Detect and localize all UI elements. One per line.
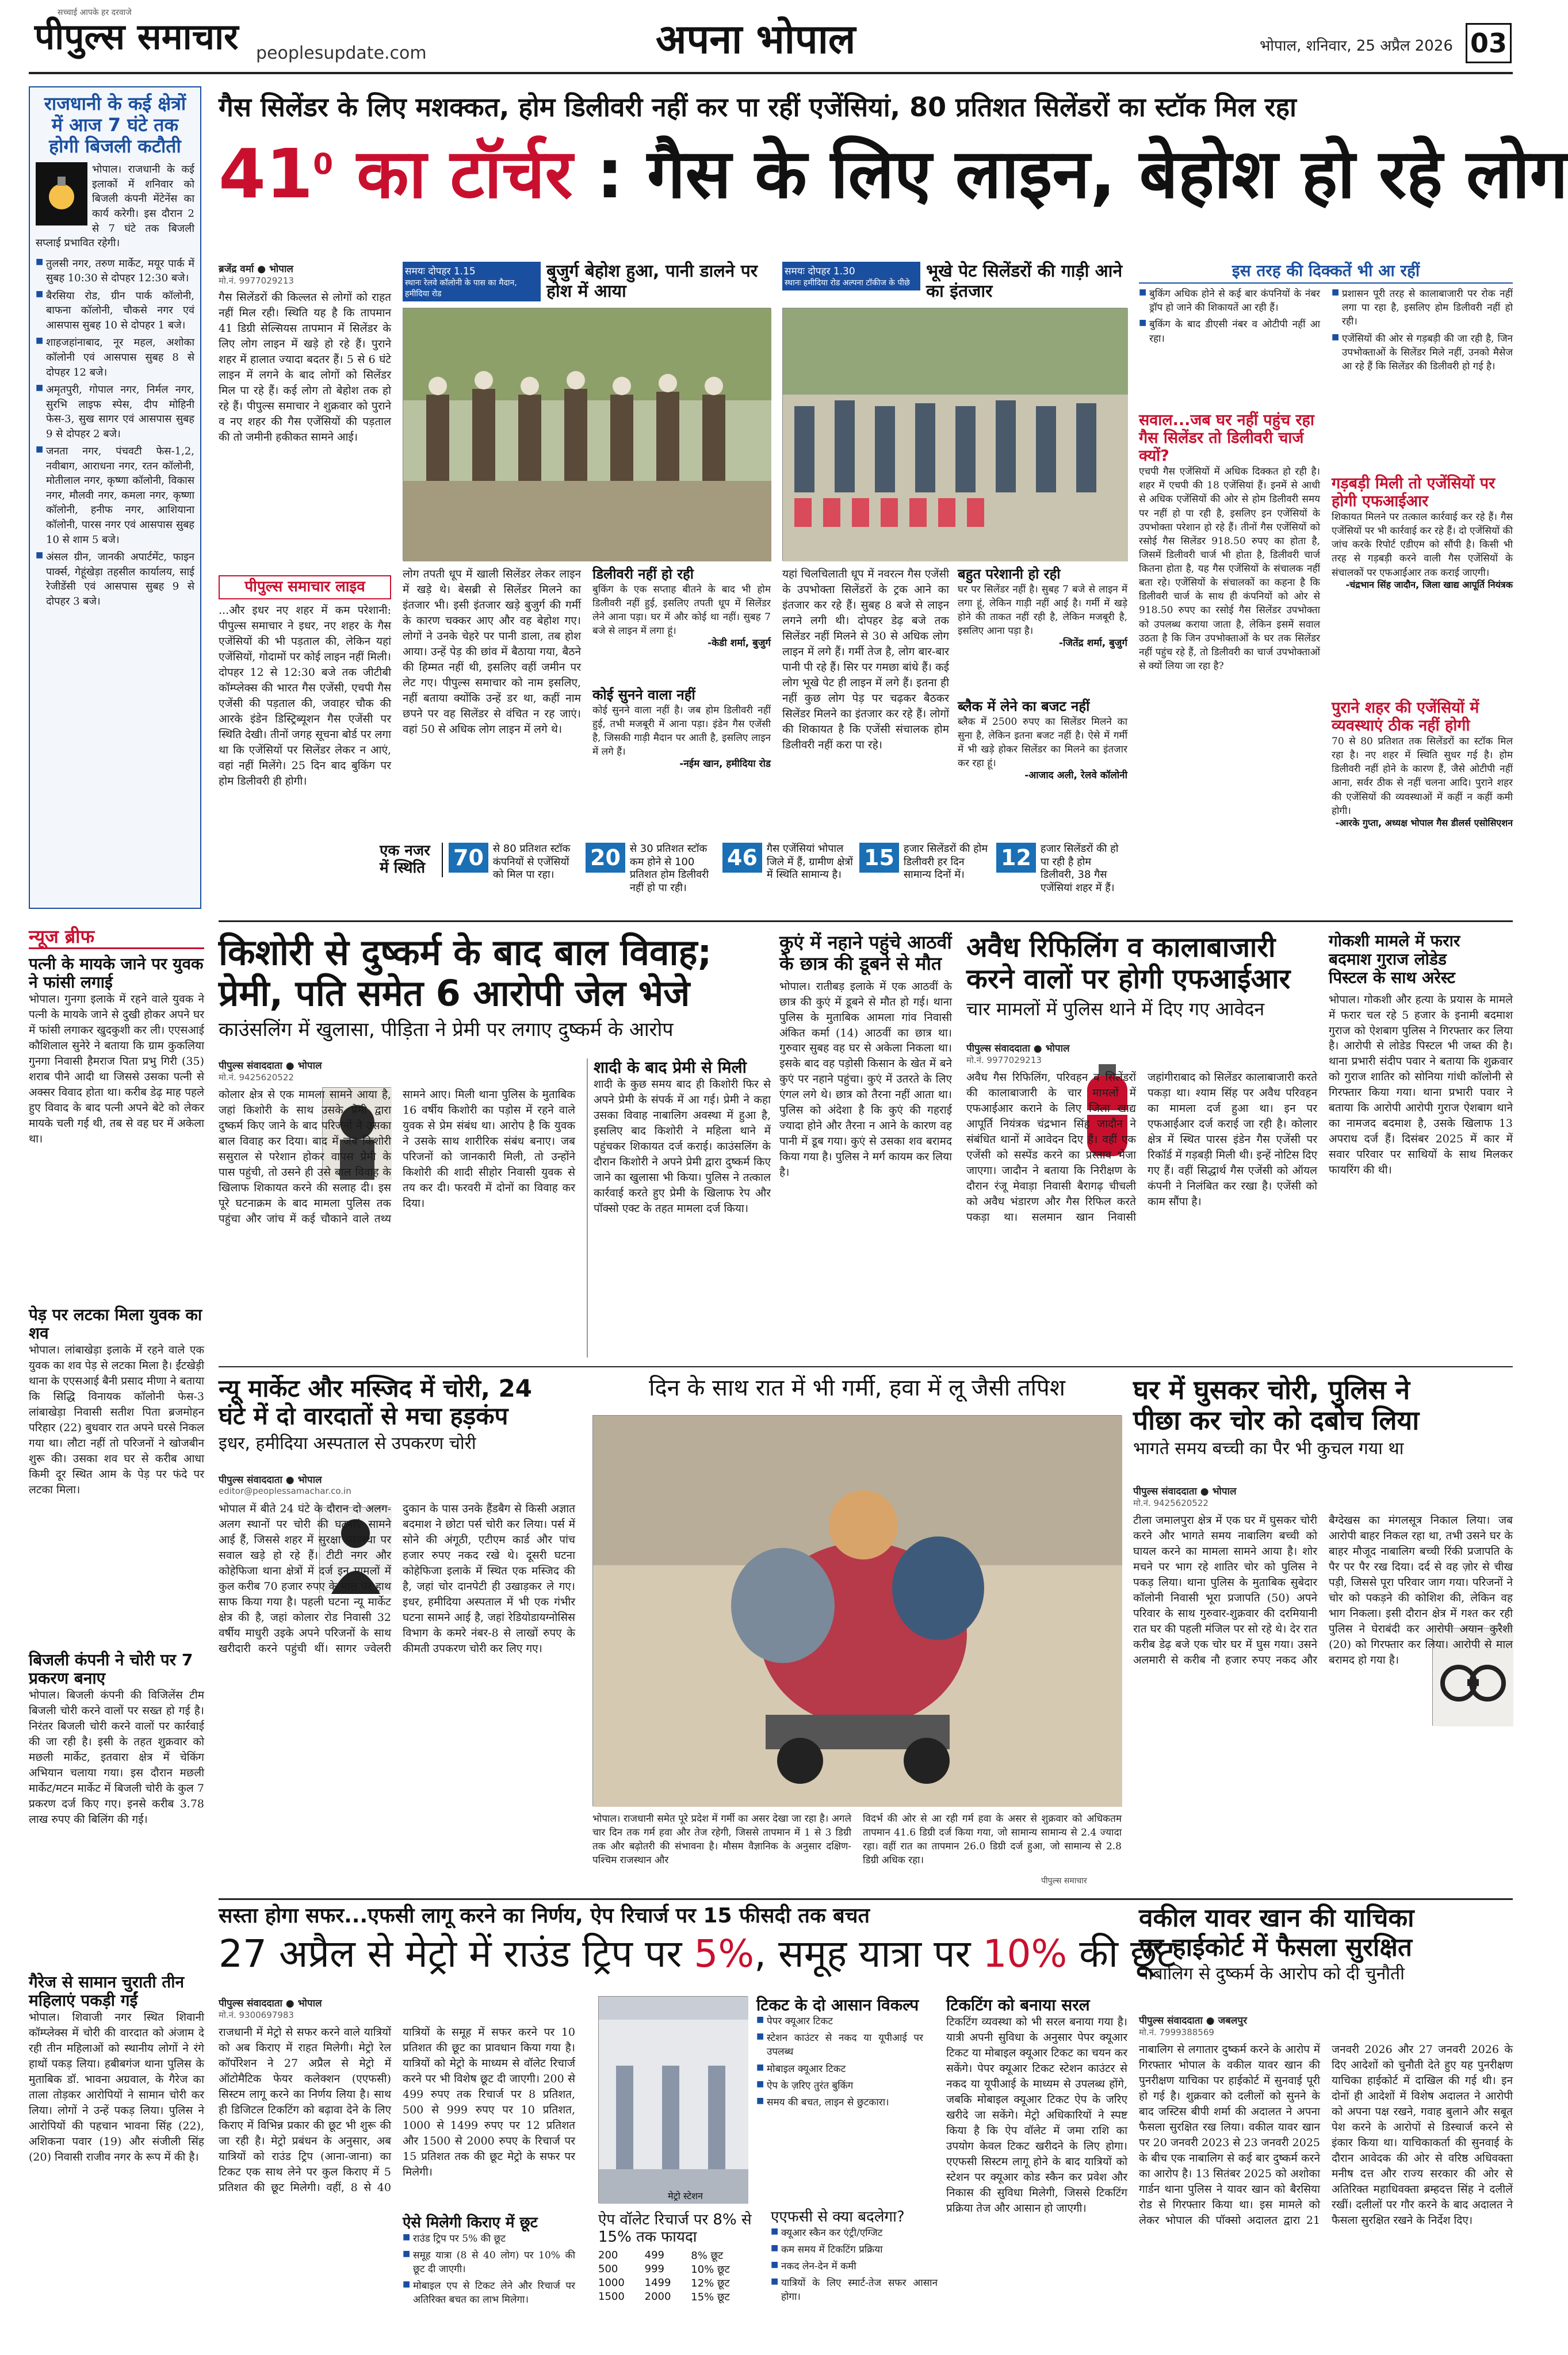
quote4-body: ब्लैक में 2500 रुपए का सिलेंडर मिलने का सुना है, लेकिन इतना बजट नहीं है। ऐसे में गर्मी में भी खड़े होकर सिलेंडर का मिलने का इंतजार कर रहा हूं।: [958, 716, 1127, 769]
child-subhead: काउंसलिंग में खुलासा, पीड़िता ने प्रेमी पर लगाए दुष्कर्म के आरोप: [219, 1018, 674, 1041]
masthead: [0, 0, 1540, 75]
ticket-item: ■ स्टेशन काउंटर से नकद या यूपीआई पर उपलब्ध: [756, 2031, 923, 2059]
photo2-body: यहां चिलचिलाती धूप में नवरत्न गैस एजेंसी के उपभोक्ता सिलेंडरों के ट्रक आने का इंतजार कर रहे हैं। सुबह 8 बजे से लाइन लगने लगी थी। दोपहर डेढ़ बजे तक सिलेंडर नहीं मिलने से 30 से अधिक लोग लाइन में लगे हैं। गर्मी तेज है, लोग बार-बार पानी पी रहे हैं। सिर पर गमछा बांधे हैं। कई लोग भूखे पेट ही लाइन में लगे हैं। इतना ही नहीं कुछ लोग पेड़ पर चढ़कर बैठकर सिलेंडर मिलने का इंतजार कर रहे हैं। लोगों की शिकायत है कि एजेंसी संचालक होम डिलीवरी नहीं करा पा रहे।: [782, 568, 949, 751]
ticket-item: ■ समय की बचत, लाइन से छुटकारा।: [756, 2096, 923, 2109]
headline-temp: 41: [219, 134, 313, 213]
lead-body-1: गैस सिलेंडरों की किल्लत से लोगों को राहत नहीं मिल रही। स्थिति यह है कि तापमान 41 डिग्री सेल्सियस तापमान में सिलेंडर के लिए लोग लाइन में खड़े हो रहे हैं। पुराने शहर में हालात ज्यादा बदतर हैं। 5 से 6 घंटे लाइन में लगने के बाद लोगों को सिलेंडर मिल पा रहे हैं। कई लोग तो बेहोश तक हो रहे हैं। पीपुल्स समाचार ने शुक्रवार को पुराने व नए शहर की गैस एजेंसियों की पड़ताल की तो जमीनी हकीकत सामने आई।: [219, 291, 391, 444]
bulb-icon: [36, 162, 87, 225]
caught-byline: पीपुल्स संवाददाता ● भोपाल: [1133, 1486, 1237, 1497]
power-cut-item: ■ अंसल ग्रीन, जानकी अपार्टमेंट, फाइन पार्क्स, गेहूंखेड़ा तहसील कार्यालय, साई रेजीडेंसी एवं आसपास सुबह 9 से दोपहर 3 बजे।: [36, 550, 194, 609]
issue-item: ■ एजेंसियों की ओर से गड़बड़ी की जा रही है, जिन उपभोक्ताओं के सिलेंडर मिले नहीं, उनको मैसेज आ रहे हैं कि सिलेंडर की डिलीवरी हो गई है।: [1332, 332, 1513, 373]
quote2-title: कोई सुनने वाला नहीं: [592, 687, 695, 703]
brief-title: पत्नी के मायके जाने पर युवक ने फांसी लगाई: [29, 954, 204, 992]
wallet-cell: 1000: [598, 2277, 625, 2289]
heat-caption-2: विदर्भ की ओर से आ रही गर्म हवा के असर से शुक्रवार को अधिकतम तापमान 41.6 डिग्री दर्ज किया गया, जो सामान्य सामान्य से 2.4 ज्यादा रहा। वहीं रात का तापमान 26.0 डिग्री दर्ज हुआ, जो सामान्य से 2.8 डिग्री अधिक रहा।: [863, 1813, 1122, 1867]
wallet-cell: 10% छूट: [691, 2263, 730, 2276]
court-mobile: मो.नं. 7999388569: [1139, 2027, 1214, 2037]
metro-station-photo: [598, 1996, 748, 2203]
wallet-cell: 1500: [598, 2291, 625, 2303]
quote1-title: डिलीवरी नहीं हो रही: [592, 566, 694, 582]
child-box: [587, 1058, 771, 1358]
wallet-cell: 500: [598, 2263, 618, 2276]
refill-mobile: मो.नं. 9977029213: [966, 1055, 1042, 1065]
power-cut-title: राजधानी के कई क्षेत्रों में आज 7 घंटे तक होगी बिजली कटौती: [44, 93, 186, 157]
easy-title: टिकटिंग को बनाया सरल: [946, 1995, 1090, 2014]
caught-headline-2: पीछा कर चोर को दबोच लिया: [1133, 1404, 1420, 1436]
theft-col: [219, 1473, 391, 1496]
theft-story: [219, 1375, 575, 1893]
photo1-block: [403, 262, 771, 837]
refill-body: अवैध गैस रिफिलिंग, परिवहन व सिलेंडरों की कालाबाजारी के चार मामलों में एफआईआर कराने के लिए जिला खाद्य आपूर्ति नियंत्रक चंद्रभान सिंह जादौन ने संबंधित थानों में आवेदन दिए हैं। वहीं एक एजेंसी को सस्पेंड करने का प्रस्ताव भेजा जाएगा। जादौन ने बताया कि निरीक्षण के दौरान रंजू मेवाड़ा निवासी बैरागढ़ चीचली को अवैध भंडारण और गैस रिफिल करते पकड़ा था। सलमान खान निवासी जहांगीराबाद को सिलेंडर कालाबाजारी करते पकड़ा था। श्याम सिंह पर अवैध परिवहन का मामला दर्ज हुआ था। इन पर एफआईआर दर्ज कराई जा रही है। कोलार क्षेत्र में स्थित पारस इंडेन गैस एजेंसी पर रिकॉर्ड में गड़बड़ी मिली थी। इन्हें नोटिस दिए गए हैं। वहीं सिद्धार्थ गैस एजेंसी को ऑयल कंपनी ने निलंबित कर रखा है। एजेंसी को काम सौंपा है।: [966, 1071, 1317, 1224]
stat-46: [722, 843, 854, 882]
live-tag: पीपुल्स समाचार लाइव: [219, 575, 391, 599]
afc-list: [771, 2226, 938, 2304]
child-byline: पीपुल्स संवाददाता ● भोपाल: [219, 1060, 322, 1072]
child-mobile: मो.नं. 9425620522: [219, 1072, 294, 1083]
metro-headline-10pct: 10%: [982, 1932, 1068, 1976]
quote4-title: ब्लैक में लेने का बजट नहीं: [958, 698, 1090, 714]
brief-title: बिजली कंपनी ने चोरी पर 7 प्रकरण बनाए: [29, 1650, 193, 1688]
brief-body: भोपाल। शिवाजी नगर स्थित शिवानी कॉम्प्लेक्स में चोरी की वारदात को अंजाम दे रही तीन महिलाओं को स्थानीय लोगों ने रंगे हाथों पकड़ लिया। हबीबगंज थाना पुलिस के मुताबिक डॉ. भावना अग्रवाल, के गैरेज का ताला तोड़कर आरोपियों ने सामान चोरी कर लिया। लोगों ने उन्हें पकड़ लिया। पुलिस ने आरोपियों की पहचान भावना सिंह (22), अशिकना पवार (19) और संजीली सिंह (20) निवासी राजीव नगर के रूप में की है।: [29, 2011, 204, 2163]
refill-col: [966, 1041, 1139, 1066]
brief-item: [29, 955, 204, 1306]
lead-kicker: गैस सिलेंडर के लिए मशक्कत, होम डिलीवरी नहीं कर पा रहीं एजेंसियां, 80 प्रतिशत सिलेंडरों का स्टॉक मिल रहा: [219, 91, 1297, 123]
question-box: [1139, 411, 1320, 833]
theft-headline-1: न्यू मार्केट और मस्जिद में चोरी, 24: [219, 1374, 532, 1402]
gokashi-body: भोपाल। गोकशी और हत्या के प्रयास के मामले में फरार चल रहे 5 हजार के इनामी बदमाश गुराज को ऐशबाग पुलिस ने गिरफ्तार कर लिया है। आरोपी से लोडेड पिस्टल भी जब्त की है। थाना प्रभारी संदीप पवार ने बताया कि शुक्रवार को गुराज शातिर को सोनिया गांधी कॉलोनी से गिरफ्तार किया गया। थाना प्रभारी पवार ने बताया कि आरोपी आरोपी गुराज ऐशबाग थाने का नामजद बदमाश है, उसके खिलाफ 13 अपराध दर्ज हैं। दिसंबर 2025 में कार में सवार परिवार पर साथियों के साथ मिलकर फायरिंग की थी।: [1329, 993, 1513, 1177]
photo1-place: स्थानः रेलवे कॉलोनी के पास का मैदान, हमीदिया रोड: [405, 278, 517, 299]
quote2-body: कोई सुनने वाला नहीं है। जब होम डिलीवरी नहीं हुई, तभी मजबूरी में आना पड़ा। इंडेन गैस एजेंसी है, जिसकी गाड़ी मैदान पर आती है, इसलिए लाइन में लगे हैं।: [592, 704, 771, 758]
old-city-title: पुराने शहर की एजेंसियों में व्यवस्थाएं ठीक नहीं होगी: [1332, 699, 1479, 735]
discount-item: ■ मोबाइल एप से टिकट लेने और रिचार्ज पर अतिरिक्त बचत का लाभ मिलेगा।: [403, 2279, 575, 2307]
child-headline-2: प्रेमी, पति समेत 6 आरोपी जेल भेजे: [219, 972, 690, 1015]
theft-body: भोपाल में बीते 24 घंटे के दौरान दो अलग-अलग स्थानों पर चोरी की घटनाएं सामने आई हैं, जिससे शहर में सुरक्षा व्यवस्था पर सवाल खड़े हो रहे हैं। टीटी नगर और कोहेफिजा थाना क्षेत्रों में दर्ज इन मामलों में कुल करीब 70 हजार रुपए के माल पर हाथ साफ किया गया है। पहली घटना न्यू मार्केट क्षेत्र की है, जहां कोलार रोड निवासी 32 वर्षीय माधुरी उइके अपने परिजनों के साथ खरीदारी करने पहुंची थीं। सागर ज्वेलरी दुकान के पास उनके हैंडबैग से किसी अज्ञात बदमाश ने छोटा पर्स चोरी कर लिया। पर्स में सोने की अंगूठी, एटीएम कार्ड और पांच हजार रुपए नकद रखे थे। दूसरी घटना कोहेफिजा इलाके में स्थित एक मस्जिद की है, जहां चोर दानपेटी ही उखाड़कर ले गए। इधर, हमीदिया अस्पताल में भी एक गंभीर घटना सामने आई है, जहां रेडियोडायग्नोसिस विभाग के कमरे नंबर-8 से लाखों रुपए के कीमती उपकरण चोरी कर लिए गए।: [219, 1503, 575, 1655]
wallet-cell: 499: [644, 2249, 664, 2262]
metro-headline-5pct: 5%: [694, 1932, 755, 1976]
easy-body: टिकटिंग व्यवस्था को भी सरल बनाया गया है। यात्री अपनी सुविधा के अनुसार पेपर क्यूआर टिकट या मोबाइल क्यूआर टिकट का चयन कर सकेंगे। पेपर क्यूआर टिकट स्टेशन काउंटर से नकद या यूपीआई के माध्यम से उपलब्ध होंगे, जबकि मोबाइल क्यूआर टिकट ऐप के जरिए खरीदे जा सकेंगे। मेट्रो अधिकारियों ने स्पष्ट किया है कि ऐप वॉलेट में जमा राशि का उपयोग केवल टिकट खरीदने के लिए होगा। एएफसी सिस्टम लागू होने के बाद यात्रियों को स्टेशन पर क्यूआर कोड स्कैन कर प्रवेश और निकास की सुविधा मिलेगी, जिससे टिकटिंग प्रक्रिया तेज और आसान हो जाएगी।: [946, 2016, 1127, 2215]
theft-email: editor@peoplessamachar.co.in: [219, 1486, 351, 1496]
caught-headline-1: घर में घुसकर चोरी, पुलिस ने: [1133, 1374, 1410, 1405]
power-cut-list: [36, 257, 194, 609]
gokashi-headline-1: गोकशी मामले में फरार: [1329, 931, 1460, 950]
wallet-cell: 8% छूट: [691, 2249, 724, 2262]
court-body: नाबालिग से लगातार दुष्कर्म करने के आरोप में गिरफ्तार भोपाल के वकील यावर खान की पुनरीक्षण याचिका पर हाईकोर्ट में सुनवाई पूरी हो गई है। शुक्रवार को दलीलों को सुनने के बाद जस्टिस बीपी शर्मा की अदालत ने अपना फैसला सुरक्षित रख लिया। वकील यावर खान पर 20 जनवरी 2023 से 23 जनवरी 2025 के बीच एक नाबालिग से कई बार दुष्कर्म करने का आरोप है। 13 सितंबर 2025 को अशोका गार्डन थाना पुलिस ने यावर खान को बैरसिया रोड से गिरफ्तार किया था। इस मामले को लेकर भोपाल की पॉक्सो अदालत द्वारा 21 जनवरी 2026 और 27 जनवरी 2026 के दिए आदेशों को चुनौती देते हुए यह पुनरीक्षण याचिका हाईकोर्ट में दाखिल की गई थी। इन दोनों ही आदेशों में विशेष अदालत ने आरोपी को अपना पक्ष रखने, गवाह बुलाने और सबूत पेश करने के आरोपों से डिस्चार्ज करने से इंकार किया था। याचिकाकर्ता की सुनवाई के दौरान आवेदक की ओर से वरिष्ठ अधिवक्ता मनीष दत्त और राज्य सरकार की ओर से अतिरिक्त महाधिवक्ता ब्रम्हदत्त सिंह ने दलीलें रखीं। दलीलों पर गौर करने के बाद अदालत ने फैसला सुरक्षित रखने के निर्देश दिए।: [1139, 2043, 1513, 2227]
refill-subhead: चार मामलों में पुलिस थाने में दिए गए आवेदन: [966, 998, 1265, 1020]
wallet-cell: 12% छूट: [691, 2277, 730, 2289]
photo2-place: स्थानः हमीदिया रोड अल्पना टॉकीज के पीछे: [785, 278, 910, 288]
wallet-row: [598, 2262, 759, 2276]
quote3-title: बहुत परेशानी हो रही: [958, 566, 1061, 582]
power-cut-item: ■ जनता नगर, पंचवटी फेस-1,2, नवीबाग, आराधना नगर, रतन कॉलोनी, मोतीलाल नगर, कृष्णा कॉलोनी, विकास नगर, मौलवी नगर, कमला नगर, कृष्णा कॉलोनी, हनीफ नगर, आशियाना कॉलोनी, पारस नगर एवं आसपास सुबह 10 से शाम 5 बजे।: [36, 444, 194, 547]
caught-body: टीला जमालपुरा क्षेत्र में एक घर में घुसकर चोरी करने और भागते समय नाबालिग बच्ची को घायल करने का मामला सामने आया है। शोर मचने पर भाग रहे शातिर चोर को पुलिस ने पकड़ लिया। थाना पुलिस के मुताबिक सुबेदार कॉलोनी निवासी भूरा प्रजापति (50) अपने परिवार के साथ गुरुवार-शुक्रवार की दरमियानी रात घर की पहली मंजिल पर सो रहे थे। देर रात करीब डेढ़ बजे एक चोर घर में घुस गया। उसने अलमारी से करीब नौ हजार रुपए नकद और बैग्देखस का मंगलसूत्र निकाल लिया। जब आरोपी बाहर निकल रहा था, तभी उसने घर के बाहर मौजूद नाबालिग बच्ची रिंकी प्रजापति के पैर पर पैर रख दिया। दर्द से वह ज़ोर से चीख पड़ी, जिससे पूरा परिवार जाग गया। परिजनों ने चोर को पकड़ने की कोशिश की, लेकिन वह भाग निकला। इसी दौरान क्षेत्र में गश्त कर रही पुलिस ने घेराबंदी कर आरोपी अयान कुरैशी (20) को गिरफ्तार कर लिया। आरोपी से माल बरामद हो गया है।: [1133, 1514, 1513, 1666]
section-divider: [219, 920, 1513, 922]
photo1-time: समयः दोपहर 1.15: [405, 266, 476, 277]
news-brief: [29, 926, 204, 2335]
lead-body-column: [219, 262, 391, 912]
page-number: 03: [1466, 23, 1512, 63]
stat-number: 20: [586, 843, 625, 873]
stat-text: गैस एजेंसियां भोपाल जिले में हैं, ग्रामीण क्षेत्रों में स्थिति सामान्य है।: [766, 843, 853, 881]
wallet-box: [598, 2212, 759, 2304]
lead-body-2: ...और इधर नए शहर में कम परेशानी: पीपुल्स समाचार ने इधर, नए शहर के गैस एजेंसियों की भी पड़ताल की, लेकिन यहां एजेंसियों, गोदामों पर कोई लाइन नहीं मिली। दोपहर 12 से 12:30 बजे तक जीटीबी कॉम्प्लेक्स की भारत गैस एजेंसी, एचपी गैस एजेंसी की पड़ताल की, जवाहर चौक की आरके इंडेन डिस्ट्रिब्यूशन गैस एजेंसी पर स्थिति देखी। तीनों जगह सूचना बोर्ड पर लगा था कि एजेंसियों पर सिलेंडर लेकर न आएं, वहां नहीं मिलेंगे। 25 दिन बाद बुकिंग पर होम डिलीवरी ही होगी।: [219, 603, 391, 787]
afc-title: एएफसी से क्या बदलेगा?: [771, 2208, 905, 2226]
power-cut-item: ■ बैरसिया रोड, ग्रीन पार्क कॉलोनी, बाफना कॉलोनी, चौकसे नगर एवं आसपास सुबह 10 से दोपहर 1 बजे।: [36, 289, 194, 333]
stat-12: [996, 843, 1127, 894]
scooter-riders-photo: [592, 1415, 1122, 1806]
wallet-cell: 2000: [644, 2291, 671, 2303]
child-box-body: शादी के कुछ समय बाद ही किशोरी फिर से अपने प्रेमी के संपर्क में आ गई। प्रेमी ने कहा उसका विवाह नाबालिग अवस्था में हुआ है, इसलिए बाद किशोरी ने महिला थाने में पहुंचकर शिकायत दर्ज कराई। काउंसलिंग के दौरान किशोरी ने अपने प्रेमी द्वारा दुष्कर्म किए जाने का खुलासा भी किया। पुलिस ने तत्काल कार्रवाई करते हुए प्रेमी के खिलाफ रेप और पॉक्सो एक्ट के तहत मामला दर्ज किया।: [594, 1078, 771, 1215]
court-subhead: नाबालिग से दुष्कर्म के आरोप को दी चुनौती: [1139, 1964, 1405, 1985]
stat-15: [859, 843, 990, 882]
photo2-block: [782, 262, 1127, 837]
photo2-title: भूखे पेट सिलेंडरों की गाड़ी आने का इंतजार: [926, 261, 1123, 301]
theft-byline: पीपुल्स संवाददाता ● भोपाल: [219, 1474, 322, 1486]
old-city-body: 70 से 80 प्रतिशत तक सिलेंडरों का स्टॉक मिल रहा है। नए शहर में स्थिति सुधर गई है। होम डिलीवरी नहीं होने के कारण हैं, जैसे ओटीपी नहीं आना, सर्वर ठीक से नहीं चलना आदि। पुराने शहर की एजेंसियों की व्यवस्थाओं में कहीं न कहीं कमी होगी।: [1332, 736, 1513, 817]
fir-box: [1332, 475, 1513, 590]
metro-headline-a: 27 अप्रैल से मेट्रो में राउंड ट्रिप पर: [219, 1932, 694, 1976]
dateline: भोपाल, शनिवार, 25 अप्रैल 2026: [1260, 37, 1453, 55]
stat-70: [449, 843, 580, 882]
child-marriage-story: [219, 932, 771, 1358]
brief-item: [29, 1306, 204, 1651]
wallet-cell: 15% छूट: [691, 2291, 730, 2303]
wallet-cell: 200: [598, 2249, 618, 2262]
ticket-item: ■ ऐप के ज़रिए तुरंत बुकिंग: [756, 2079, 923, 2093]
brief-item: [29, 1973, 204, 2330]
stat-number: 46: [722, 843, 762, 873]
quote2-name: -नईम खान, हमीदिया रोड: [679, 758, 771, 770]
wallet-cell: 1499: [644, 2277, 671, 2289]
well-headline: कुएं में नहाने पहुंचे आठवीं के छात्र की डूबने से मौत: [779, 931, 952, 974]
metro-kicker: सस्ता होगा सफर...एफसी लागू करने का निर्णय, ऐप रिचार्ज पर 15 फीसदी तक बचत: [219, 1904, 870, 1928]
refill-byline: पीपुल्स संवाददाता ● भोपाल: [966, 1043, 1070, 1054]
brief-title: गैरेज से सामान चुराती तीन महिलाएं पकड़ी गईं: [29, 1972, 185, 2010]
section-title: अपना भोपाल: [656, 16, 856, 63]
stat-text: से 30 प्रतिशत स्टॉक कम होने से 100 प्रतिशत होम डिलीवरी नहीं हो पा रही।: [629, 843, 709, 894]
caught-subhead: भागते समय बच्ची का पैर भी कुचल गया था: [1133, 1438, 1404, 1459]
easy-ticketing: [946, 1996, 1127, 2347]
discount-list: [403, 2232, 575, 2307]
issue-item: ■ बुकिंग अधिक होने से कई बार कंपनियों के नंबर ड्रॉप हो जाने की शिकायतें आ रही हैं।: [1139, 287, 1320, 315]
child-headline-1: किशोरी से दुष्कर्म के बाद बाल विवाह;: [219, 931, 712, 973]
old-city-name: -आरके गुप्ता, अध्यक्ष भोपाल गैस डीलर्स एसोसिएशन: [1335, 817, 1513, 828]
lead-mobile: मो.नं. 9977029213: [219, 276, 294, 286]
fir-body: शिकायत मिलने पर तत्काल कार्रवाई कर रहे हैं। गैस एजेंसियों पर भी कार्रवाई कर रहे हैं। दो एजेंसियों की जांच करके रिपोर्ट एडीएम को सौंपी है। किसी भी तरह से गड़बड़ी करने वाली गैस एजेंसियों के संचालकों पर एफआईआर तक कराई जाएगी।: [1332, 511, 1513, 579]
question-title: सवाल...जब घर नहीं पहुंच रहा गैस सिलेंडर तो डिलीवरी चार्ज क्यों?: [1139, 411, 1314, 465]
glance-strip: [380, 843, 1133, 909]
queue-photo-1: [403, 308, 771, 561]
ticket-list: [756, 2014, 923, 2109]
refill-headline-1: अवैध रिफिलिंग व कालाबाजारी: [966, 931, 1276, 964]
afc-box: [771, 2209, 938, 2307]
photo2-caption-tag: [782, 262, 920, 290]
tagline: सच्चाई आपके हर दरवाजे: [58, 8, 132, 17]
afc-item: ■ यात्रियों के लिए स्मार्ट-तेज सफर आसान होगा।: [771, 2276, 938, 2304]
lead-byline: ब्रजेंद्र वर्मा ● भोपाल: [219, 263, 293, 275]
power-cut-box: [29, 86, 201, 909]
court-story: [1139, 1904, 1513, 2347]
court-byline: पीपुल्स संवाददाता ● जबलपुर: [1139, 2015, 1248, 2027]
court-headline-2: पर हाईकोर्ट में फैसला सुरक्षित: [1139, 1932, 1412, 1962]
heat-caption-1: भोपाल। राजधानी समेत पूरे प्रदेश में गर्मी का असर देखा जा रहा है। अगले चार दिन तक गर्म हवा और तेज रहेगी, जिससे तापमान में 1 से 3 डिग्री तक और बढ़ोतरी की संभावना है। मौसम वैज्ञानिक के अनुसार दक्षिण-पश्चिम राजस्थान और: [592, 1813, 851, 1867]
caught-story: [1133, 1375, 1513, 1893]
lead-sidebar: [1139, 262, 1513, 912]
quote4: [958, 699, 1127, 782]
discount-item: ■ राउंड ट्रिप पर 5% की छूट: [403, 2232, 575, 2246]
power-cut-item: ■ अमृतपुरी, गोपाल नगर, निर्मल नगर, सुरभि लाइफ स्पेस, दीप मोहिनी फेस-3, सुख सागर एवं आसपास सुबह 9 से दोपहर 2 बजे।: [36, 383, 194, 441]
caught-col: [1133, 1484, 1317, 1509]
gokashi-headline-3: पिस्टल के साथ अरेस्ट: [1329, 968, 1455, 988]
well-body: भोपाल। रातीबड़ इलाके में एक आठवीं के छात्र की कुएं में डूबने से मौत हो गई। थाना पुलिस के मुताबिक आमला गांव निवासी अंकित कर्मा (14) आठवीं का छात्र था। गुरुवार सुबह वह घर से अकेला निकला था। इसके बाद वह पड़ोसी किसान के खेत में बने कुएं पर नहाने पहुंचा। कुएं में उतरते के लिए एंगल लगे थे। छात्र को तैरना नहीं आता था। पुलिस को अंदेशा है कि कुएं की गहराई ज्यादा होने और तैरना न आने के कारण वह पानी में डूब गया। कुएं से उसका शव बरामद किया गया है। पुलिस ने मर्ग कायम कर लिया है।: [779, 980, 952, 1179]
issue-item: ■ प्रशासन पूरी तरह से कालाबाजारी पर रोक नहीं लगा पा रहा है, इसलिए होम डिलीवरी नहीं हो रही।: [1332, 287, 1513, 328]
discount-box: [403, 2215, 575, 2310]
stat-text: से 80 प्रतिशत स्टॉक कंपनियों से एजेंसियों को मिल पा रहा।: [492, 843, 571, 881]
heat-story: [592, 1375, 1122, 1893]
metro-headline: [219, 1932, 1176, 1976]
metro-headline-c: , समूह यात्रा पर: [754, 1932, 983, 1976]
gokashi-story: [1329, 932, 1513, 1358]
brief-body: भोपाल। बिजली कंपनी की विजिलेंस टीम बिजली चोरी करने वालों पर सख्त हो गई है। निरंतर बिजली चोरी करने वालों पर कार्रवाई की जा रही है। इसी के तहत शुक्रवार को मछली मार्केट, इतवारा क्षेत्र में चेकिंग अभियान चलाया गया। इस दौरान मछली मार्केट/मटन मार्केट में बिजली चोरी के कुल 7 प्रकरण दर्ज किए गए। इनसे करीब 3.78 लाख रुपए की बिलिंग की गई।: [29, 1689, 204, 1826]
stat-text: हजार सिलेंडरों की होम डिलीवरी हर दिन सामान्य दिनों में।: [903, 843, 988, 881]
child-body: कोलार क्षेत्र से एक मामला सामने आया है, जहां किशोरी के साथ उसके प्रेमी द्वारा दुष्कर्म किए जाने के बाद परिजनों ने उसका बाल विवाह कर दिया। बाद में जब किशोरी ससुराल से परेशान होकर वापस प्रेमी के पास पहुंची, तो उसने ही उसे बाल विवाह के खिलाफ शिकायत करने की सलाह दी। इस पूरे घटनाक्रम के बाद मामला पुलिस तक पहुंचा और जांच में कई चौकाने वाले तथ्य सामने आए। मिली थाना पुलिस के मुताबिक 16 वर्षीय किशोरी का पड़ोस में रहने वाले युवक से प्रेम संबंध था। आरोप है कि युवक ने उसके साथ शारीरिक संबंध बनाए। जब परिजनों को जानकारी मिली, तो उन्होंने किशोरी की शादी सीहोर निवासी युवक से तय कर दी। फरवरी में दोनों का विवाह कर दिया।: [219, 1088, 575, 1225]
wallet-row: [598, 2249, 759, 2262]
fir-title: गड़बड़ी मिली तो एजेंसियों पर होगी एफआईआर: [1332, 475, 1496, 511]
quote4-name: -आजाद अली, रेलवे कॉलोनी: [1024, 770, 1127, 782]
masthead-rule: [29, 72, 1513, 74]
brief-item: [29, 1651, 204, 1973]
section-divider: [219, 1898, 1513, 1900]
power-cut-intro: भोपाल। राजधानी के कई इलाकों में शनिवार को बिजली कंपनी मेंटेनेंस का कार्य करेगी। इस दौरान 2 से 7 घंटे तक बिजली सप्लाई प्रभावित रहेगी।: [36, 163, 194, 250]
old-city-box: [1332, 699, 1513, 828]
brief-label: न्यूज ब्रीफ: [29, 926, 204, 949]
wallet-cell: 999: [644, 2263, 664, 2276]
quote1-body: बुकिंग के एक सप्ताह बीतने के बाद भी होम डिलीवरी नहीं हुई, इसलिए तपती धूप में सिलेंडर लेने आना पड़ा। घर में और कोई था नहीं। सुबह 7 बजे से लाइन में लगा हूं।: [592, 583, 771, 637]
queue-photo-2: [782, 308, 1127, 561]
wallet-table: [598, 2249, 759, 2304]
quote3-body: घर पर सिलेंडर नहीं है। सुबह 7 बजे से लाइन में लगा हूं, लेकिन गाड़ी नहीं आई है। गर्मी में खड़े होने की ताकत नहीं रही है, लेकिन मजबूरी है, इसलिए आना पड़ा है।: [958, 583, 1127, 637]
brief-title: पेड़ पर लटका मिला युवक का शव: [29, 1305, 202, 1343]
issues-title: इस तरह की दिक्कतें भी आ रहीं: [1139, 262, 1513, 284]
court-col: [1139, 2013, 1323, 2038]
quote1-name: -केडी शर्मा, बुजुर्ग: [707, 637, 771, 649]
wallet-row: [598, 2276, 759, 2290]
section-divider: [219, 1366, 1513, 1367]
afc-item: ■ कम समय में टिकटिंग प्रक्रिया: [771, 2243, 938, 2257]
heat-headline: दिन के साथ रात में भी गर्मी, हवा में लू जैसी तपिश: [649, 1375, 1065, 1401]
court-headline-1: वकील यावर खान की याचिका: [1139, 1903, 1414, 1933]
brand-logo: पीपुल्स समाचार: [35, 16, 239, 58]
brief-body: भोपाल। गुनगा इलाके में रहने वाले युवक ने पत्नी के मायके जाने से दुखी होकर अपने घर में फांसी लगाकर खुदकुशी कर ली। एएसआई कौशिलाल सुनेरे ने बताया कि ग्राम कुकलिया गुनगा निवासी हैमराज पिता प्रभु गिरी (35) शराब पीने आदी था जिससे उसका पत्नी से अक्सर विवाद होता था। करीब डेढ़ माह पहले हुए विवाद के बाद पत्नी अपने बेटे को लेकर मायके चली गई थी, तब से वह घर में अकेला था।: [29, 993, 204, 1145]
stat-number: 70: [449, 843, 488, 873]
quote3-name: -जितेंद्र शर्मा, बुजुर्ग: [1058, 637, 1127, 649]
afc-item: ■ क्यूआर स्कैन कर एंट्री/एग्जिट: [771, 2226, 938, 2240]
metro-byline: पीपुल्स संवाददाता ● भोपाल: [219, 1998, 322, 2009]
photo1-caption-tag: [403, 262, 541, 301]
lead-headline: [219, 134, 1568, 213]
theft-headline-2: घंटे में दो वारदातों से मचा हड़कंप: [219, 1402, 508, 1431]
glance-label: एक नजर में स्थिति: [380, 843, 443, 877]
quote2: [592, 687, 771, 770]
discount-item: ■ समूह यात्रा (8 से 40 लोग) पर 10% की छूट दी जाएगी।: [403, 2249, 575, 2276]
issues-list: [1139, 287, 1513, 402]
refill-story: [966, 932, 1317, 1358]
stat-20: [586, 843, 717, 894]
headline-degree: 0: [313, 147, 334, 181]
photo2-time: समयः दोपहर 1.30: [785, 266, 855, 277]
wallet-title: ऐप वॉलेट रिचार्ज पर 8% से 15% तक फायदा: [598, 2211, 752, 2246]
fir-name: -चंद्रभान सिंह जादौन, जिला खाद्य आपूर्ति नियंत्रक: [1345, 579, 1513, 590]
refill-headline-2: करने वालों पर होगी एफआईआर: [966, 963, 1291, 996]
child-col: [219, 1058, 391, 1083]
site-url[interactable]: peoplesupdate.com: [256, 43, 427, 63]
photo-credit: पीपुल्स समाचार: [1041, 1876, 1087, 1886]
issue-item: ■ बुकिंग के बाद डीएसी नंबर व ओटीपी नहीं आ रहा।: [1139, 318, 1320, 345]
child-box-title: शादी के बाद प्रेमी से मिली: [594, 1058, 747, 1077]
question-body: एचपी गैस एजेंसियों में अधिक दिक्कत हो रही है। शहर में एचपी की 18 एजेंसियां हैं। इनमें से आधी से अधिक एजेंसियों की ओर से होम डिलीवरी समय पर नहीं हो पा रही है, इसलिए इन एजेंसियों के उपभोक्ता परेशान हो रहे हैं। तीनों गैस एजेंसियों को रसोई गैस सिलेंडर 918.50 रुपए का होता है, जिसमें डिलीवरी चार्ज भी होता है, डिलीवरी चार्ज कितना होता है, यह गैस एजेंसियों के संचालक नहीं बता रहे। एजेंसियों के संचालकों का कहना है कि डिलीवरी चार्ज के साथ ही कंपनियों को ओर से 918.50 रुपए का रसोई गैस सिलेंडर उपभोक्ता को उपलब्ध कराया जाता है, लेकिन इसमें सवाल उठता है कि जिन उपभोक्ताओं के घर तक सिलेंडर नहीं पहुंच रहे हैं, तो डिलीवरी का चार्ज उपभोक्ताओं से क्यों लिया जा रहा है?: [1139, 466, 1320, 672]
metro-mobile: मो.नं. 9300697983: [219, 2010, 294, 2020]
headline-torture: का टॉर्चर: [333, 134, 573, 213]
well-story: [779, 932, 952, 1358]
headline-main: : गैस के लिए लाइन, बेहोश हो रहे लोग: [572, 134, 1568, 213]
theft-subhead: इधर, हमीदिया अस्पताल से उपकरण चोरी: [219, 1433, 476, 1454]
ticket-options: [756, 1996, 923, 2112]
metro-col: [219, 1996, 391, 2021]
quote1: [592, 567, 771, 649]
wallet-row: [598, 2290, 759, 2304]
gokashi-headline-2: बदमाश गुराज लोडेड: [1329, 950, 1447, 969]
discount-title: ऐसे मिलेगी किराए में छूट: [403, 2214, 538, 2231]
stat-text: हजार सिलेंडरों की हो पा रही है होम डिलीवरी, 38 गैस एजेंसियां शहर में हैं।: [1040, 843, 1119, 894]
metro-headline-e: की छूट: [1067, 1932, 1176, 1976]
power-cut-item: ■ तुलसी नगर, तरुण मार्केट, मयूर पार्क में सुबह 10:30 से दोपहर 12:30 बजे।: [36, 257, 194, 286]
afc-item: ■ नकद लेन-देन में कमी: [771, 2260, 938, 2273]
photo1-body: लोग तपती धूप में खाली सिलेंडर लेकर लाइन में खड़े थे। बेसब्री से सिलेंडर मिलने का इंतजार भी। इसी इंतजार खड़े बुजुर्ग की गर्मी के कारण चक्कर आए और वह बेहोश गए। लोगों ने उनके चेहरे पर पानी डाला, तब होश आया। उन्हें पेड़ की छांव में बैठाया गया, बैठने की हिम्मत नहीं थी, इसलिए वहीं जमीन पर लेट गए। पीपुल्स समाचार को नाम इसलिए, नहीं बताया क्योंकि उन्हें डर था, कहीं नाम छपने पर वह सिलेंडर से वंचित न रह जाएं। वहां 50 से अधिक लोग लाइन में लगे थे।: [403, 568, 581, 736]
ticket-item: ■ मोबाइल क्यूआर टिकट: [756, 2062, 923, 2076]
metro-photo-label: मेट्रो स्टेशन: [668, 2190, 703, 2201]
power-cut-item: ■ शाहजहांनाबाद, नूर महल, अशोका कॉलोनी एवं आसपास सुबह 8 से दोपहर 12 बजे।: [36, 335, 194, 380]
metro-story: [219, 1904, 1176, 2347]
metro-body: राजधानी में मेट्रो से सफर करने वाले यात्रियों को अब किराए में राहत मिलेगी। मेट्रो रेल कॉर्पोरेशन ने 27 अप्रैल से मेट्रो में ऑटोमैटिक फेयर कलेक्शन (एएफसी) सिस्टम लागू करने का निर्णय लिया है। साथ ही डिजिटल टिकटिंग को बढ़ावा देने के लिए किराए में विभिन्न प्रकार की छूट भी शुरू की जा रही है। मेट्रो प्रबंधन के अनुसार, अब यात्रियों को राउंड ट्रिप (आना-जाना) का टिकट एक साथ लेने पर कुल किराए में 5 प्रतिशत की छूट मिलेगी। वहीं, 8 से 40 यात्रियों के समूह में सफर करने पर 10 प्रतिशत की छूट का प्रावधान किया गया है। यात्रियों को मेट्रो के माध्यम से वॉलेट रिचार्ज करने पर भी विशेष छूट दी जाएगी। 200 से 499 रुपए तक रिचार्ज पर 8 प्रतिशत, 500 से 999 रुपए पर 10 प्रतिशत, 1000 से 1499 रुपए पर 12 प्रतिशत और 1500 से 2000 रुपए के रिचार्ज पर 15 प्रतिशत तक की छूट मेट्रो के सफर पर मिलेगी।: [219, 2026, 575, 2194]
ticket-item: ■ पेपर क्यूआर टिकट: [756, 2014, 923, 2028]
photo1-title: बुजुर्ग बेहोश हुआ, पानी डालने पर होश में आया: [546, 261, 758, 301]
caught-mobile: मो.नं. 9425620522: [1133, 1498, 1208, 1508]
brief-body: भोपाल। लांबाखेड़ा इलाके में रहने वाले एक युवक का शव पेड़ से लटका मिला है। ईंटखेड़ी थाना के एएसआई बैनी प्रसाद मीणा ने बताया कि सिद्धि विनायक कॉलोनी फेस-3 लांबाखेड़ा निवासी सतीश पिता ब्रजमोहन परिहार (22) बुधवार रात अपने घरसे निकल गया था। लौटा नहीं तो परिजनों ने खोजबीन शुरू की। उसका शव घर से करीब आधा किमी दूर स्थित आम के पेड़ पर फंदे पर लटका मिला।: [29, 1344, 205, 1496]
ticket-title: टिकट के दो आसान विकल्प: [756, 1995, 919, 2014]
stat-number: 12: [996, 843, 1036, 873]
stat-number: 15: [859, 843, 899, 873]
quote3: [958, 567, 1127, 649]
